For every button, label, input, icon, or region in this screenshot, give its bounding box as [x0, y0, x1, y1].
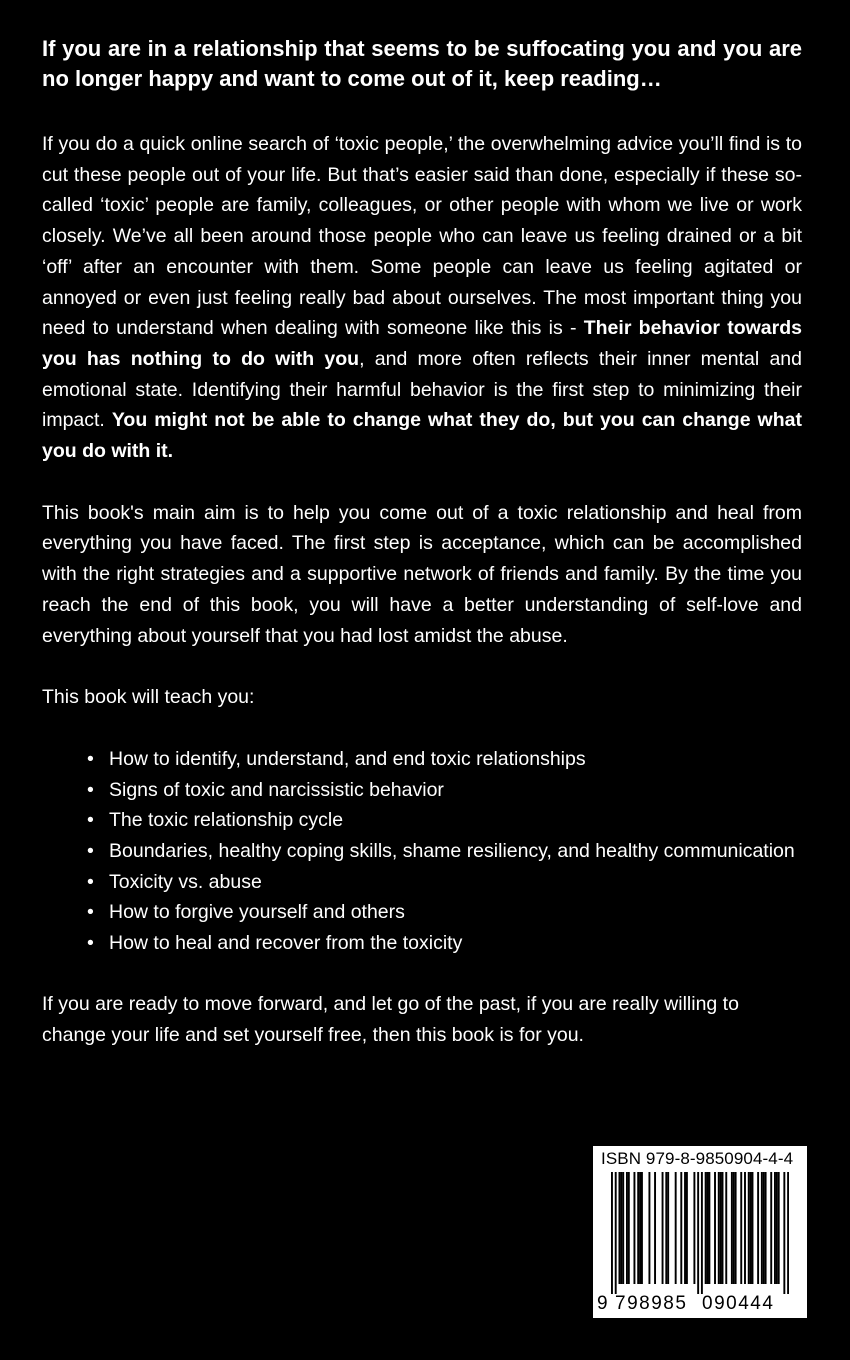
- barcode-bar: [667, 1172, 669, 1284]
- barcode-bar: [626, 1172, 628, 1284]
- list-item-text: How to forgive yourself and others: [109, 901, 405, 924]
- barcode-bar: [622, 1172, 624, 1284]
- list-item-text: How to identify, understand, and end toxic relationships: [109, 747, 586, 770]
- barcode-bar: [725, 1172, 727, 1284]
- barcode-bar: [611, 1172, 613, 1294]
- barcode-bar: [714, 1172, 716, 1284]
- barcode-bar: [765, 1172, 767, 1284]
- barcode-bar: [718, 1172, 720, 1284]
- barcode-bar: [686, 1172, 688, 1284]
- list-item-text: The toxic relationship cycle: [109, 809, 344, 832]
- barcode-bar: [628, 1172, 630, 1284]
- barcode-bar: [733, 1172, 735, 1284]
- bullet-icon: •: [87, 840, 94, 863]
- bullet-icon: •: [87, 778, 94, 801]
- barcode-left-digits: 798985: [615, 1293, 688, 1314]
- barcode-first-digit: 9: [597, 1293, 608, 1314]
- intro-text-middle: , and more often reflects their inner mental and emotional state. Identifying their harmful behavior is the first step to minimizing their impact.: [42, 347, 802, 432]
- list-item: [87, 805, 802, 836]
- intro-bold-conclusion: You might not be able to change what they do, but you can change what you do with it.: [42, 409, 802, 463]
- back-cover-text: [42, 34, 802, 1050]
- barcode-bar: [750, 1172, 752, 1284]
- headline: If you are in a relationship that seems to be suffocating you and you are no longer happy and want to come out of it, keep reading…: [42, 36, 802, 91]
- bullet-icon: •: [87, 901, 94, 924]
- barcode-bar: [720, 1172, 722, 1284]
- bullet-icon: •: [87, 870, 94, 893]
- barcode-bar: [680, 1172, 682, 1284]
- barcode-right-digits: 090444: [702, 1293, 775, 1314]
- barcode-bar: [744, 1172, 746, 1284]
- list-item-text: Boundaries, healthy coping skills, shame resiliency, and healthy communication: [109, 840, 795, 863]
- barcode-bar: [707, 1172, 709, 1284]
- list-item: [87, 836, 802, 867]
- barcode-bar: [705, 1172, 707, 1284]
- barcode-bar: [648, 1172, 650, 1284]
- barcode-bar: [693, 1172, 695, 1284]
- barcode-bar: [757, 1172, 759, 1284]
- barcode-bar: [701, 1172, 703, 1294]
- barcode-bar: [787, 1172, 789, 1294]
- barcode-bar: [618, 1172, 620, 1284]
- isbn-barcode: [593, 1146, 807, 1318]
- barcode-bar: [620, 1172, 622, 1284]
- barcode-bar: [770, 1172, 772, 1284]
- list-item: [87, 928, 802, 959]
- closing-paragraph: If you are ready to move forward, and let go of the past, if you are really willing to change your life and set yourself free, then this book is for you.: [42, 992, 739, 1046]
- teach-intro: This book will teach you:: [42, 686, 255, 709]
- barcode-bar: [761, 1172, 763, 1284]
- list-item: [87, 744, 802, 775]
- barcode-bar: [783, 1172, 785, 1294]
- bullet-list: [42, 744, 802, 959]
- barcode-bar: [675, 1172, 677, 1284]
- isbn-label: ISBN 979-8-9850904-4-4: [601, 1149, 794, 1168]
- barcode-bar: [735, 1172, 737, 1284]
- barcode-bar: [662, 1172, 664, 1284]
- list-item: [87, 897, 802, 928]
- barcode-bar: [684, 1172, 686, 1284]
- barcode-bars: [611, 1172, 789, 1294]
- barcode-bar: [708, 1172, 710, 1284]
- barcode-bar: [752, 1172, 754, 1284]
- barcode-bar: [633, 1172, 635, 1284]
- barcode-bar: [778, 1172, 780, 1284]
- list-item-text: Signs of toxic and narcissistic behavior: [109, 778, 444, 801]
- barcode-bar: [740, 1172, 742, 1284]
- aim-paragraph: This book's main aim is to help you come out of a toxic relationship and heal from everything you have faced. The first step is acceptance, which can be accomplished with the right strategies and a supportive network of friends and family. By the time you reach the end of this book, you will have a better understanding of self-love and everything about yourself that you had lost amidst the abuse.: [42, 501, 802, 647]
- barcode-bar: [654, 1172, 656, 1284]
- barcode-bar: [763, 1172, 765, 1284]
- barcode-bar: [639, 1172, 641, 1284]
- barcode-bar: [776, 1172, 778, 1284]
- barcode-bar: [697, 1172, 699, 1294]
- barcode-bar: [665, 1172, 667, 1284]
- barcode-bar: [615, 1172, 617, 1294]
- barcode-bar: [722, 1172, 724, 1284]
- list-item-text: Toxicity vs. abuse: [109, 870, 262, 893]
- barcode-bar: [641, 1172, 643, 1284]
- intro-text-start: If you do a quick online search of ‘toxic people,’ the overwhelming advice you’ll find is to cut these people out of your life. But that’s easier said than done, especially if these so-called ‘toxic’ people are family, colleagues, or other people with whom we live or work closely. We’ve all been around those people who can leave us feeling drained or a bit ‘off’ after an encounter with them. Some people can leave us feeling agitated or annoyed or even just feeling really bad about ourselves. The most important thing you need to understand when dealing with someone like this is -: [42, 133, 802, 340]
- intro-bold-statement: Their behavior towards you has nothing to do with you: [42, 317, 802, 370]
- bullet-icon: •: [87, 747, 94, 770]
- list-item: [87, 775, 802, 806]
- barcode-bar: [774, 1172, 776, 1284]
- bullet-icon: •: [87, 809, 94, 832]
- barcode-bar: [637, 1172, 639, 1284]
- list-item-text: How to heal and recover from the toxicity: [109, 932, 463, 955]
- intro-paragraph: [42, 129, 802, 467]
- list-item: [87, 867, 802, 898]
- barcode-bar: [748, 1172, 750, 1284]
- barcode-bar: [731, 1172, 733, 1284]
- bullet-icon: •: [87, 932, 94, 955]
